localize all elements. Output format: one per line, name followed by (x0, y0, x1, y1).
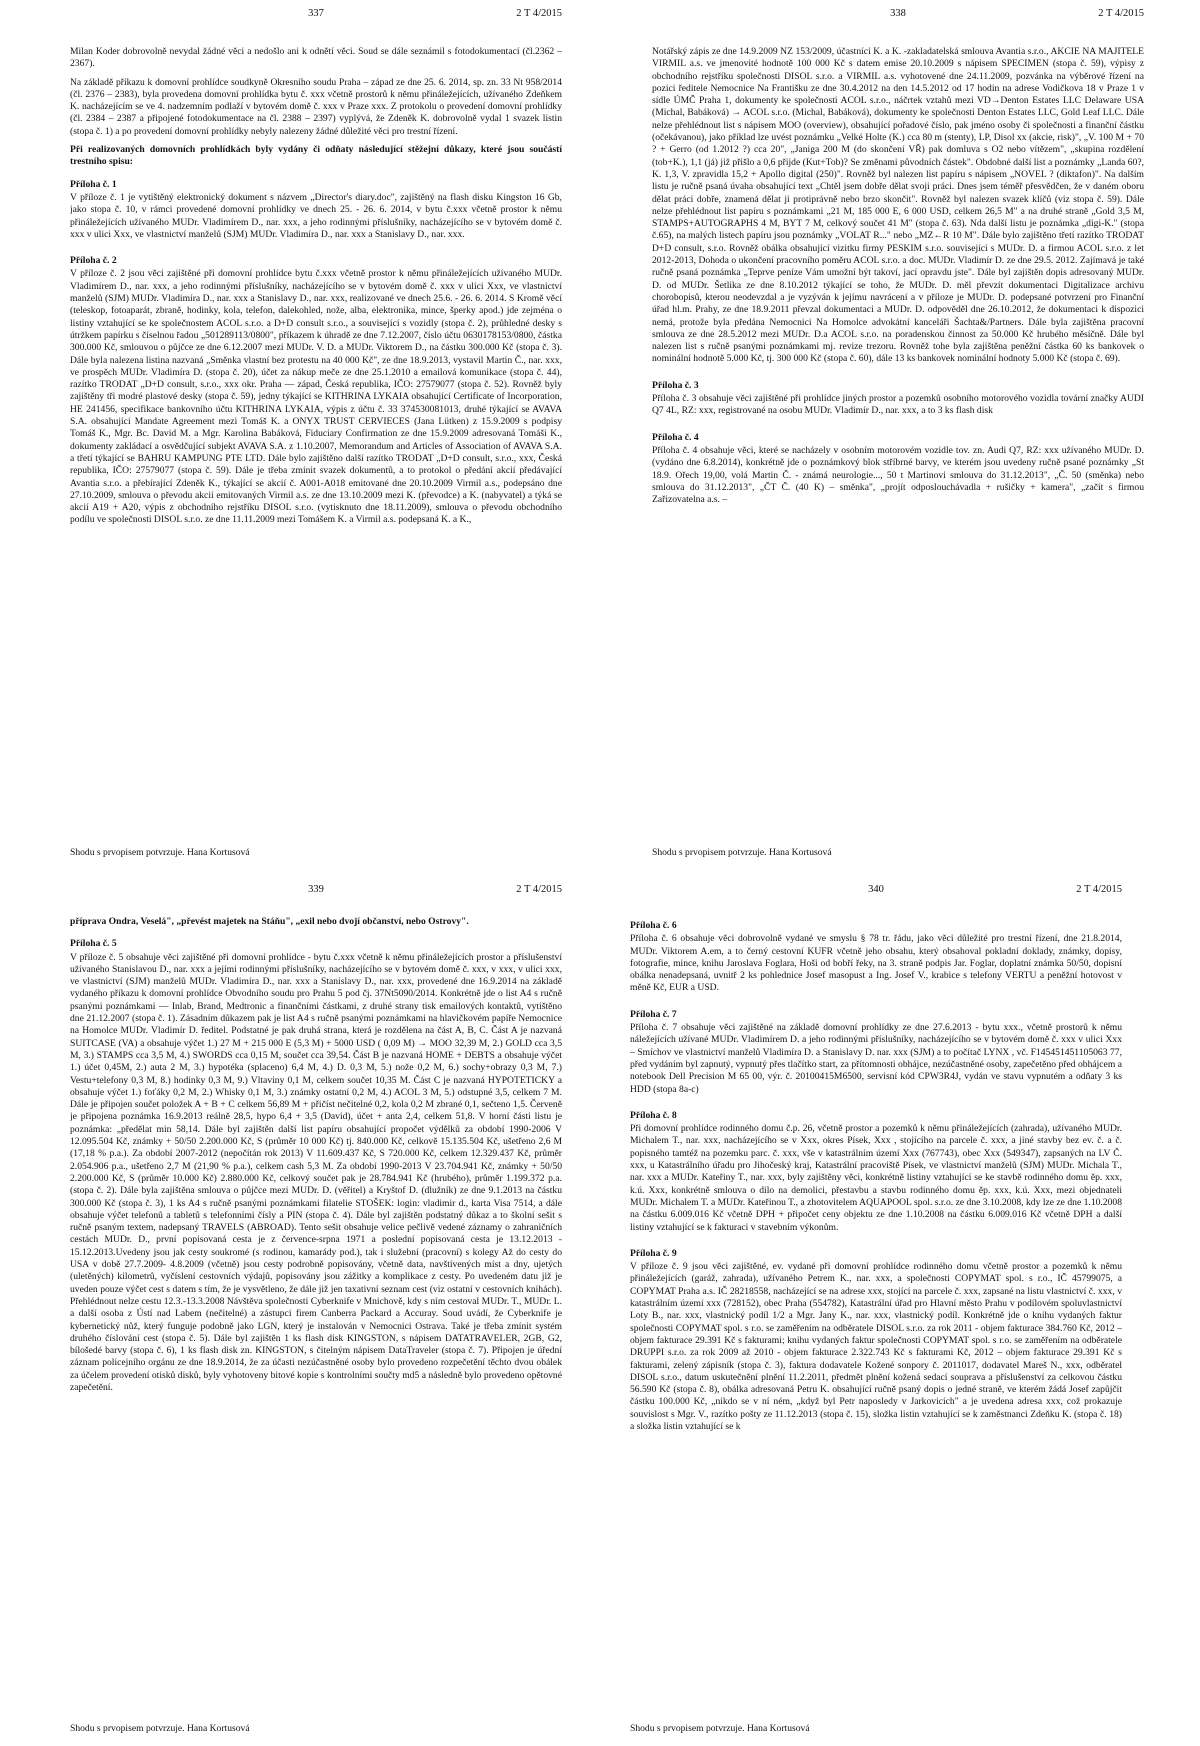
section-heading: Příloha č. 1 (70, 178, 117, 190)
paragraph: Notářský zápis ze dne 14.9.2009 NZ 153/2009, účastníci K. a K. -zakladatelská smlouva Avantia s.r.o., AKCIE NA MAJITELE VIRMIL a.s. ve jmenovité hodnotě 100 000 Kč s datem emise 20.10.2009 s nápisem SPECIMEN (stopa č. 59), výpisy z obchodního rejstříku společnosti DISOL s.r.o. a VIRMIL a.s. vyhotovené dne 24.11.2009, pozvánka na výběrové řízení na pozici ředitele Nemocnice Na Františku ze dne 30.4.2012 na den 14.5.2012 od 17 hodin na adrese Vodičkova 18 v Praze 1 v sídle ÚMČ Praha 1, dokumenty ke společnosti ACOL s.r.o., náčrtek vztahů mezi VD→Denton Estates LLC Delaware USA (Michal, Babáková) → ACOL s.r.o. (Michal, Babáková), dokumenty ke společnosti Denton Estates LLC, Gold Leaf LLC. Dále nelze přehlédnout list s nápisem MOO (overview), obsahující pořadové číslo, pak jméno osoby či společnosti a finanční částku (očekávanou), jako příklad lze uvést poznámku „Velké Holte (K.) cca 80 m (stenty), LP, Disol xx (akcie, risk)", „V. 100 M + 70 ? + Gerro (od 1.2012 ?) cca 20", „Janiga 200 M (do skončení VŘ) pak domluva s O2 nebo vítězem", „skupina rozdělení (tob+K.), 1,1 (já) již přišlo a 0,6 přijde (Kut+Tob)? Se změnami původních částek". Obdobné další list a poznámky „Landa 60?, K. 1,3, V. zpravidla 15,2 + Apollo digital (250)". Rovněž byl nalezen list papíru s nápisem „NOVEL ? (diktafon)". Na dalším listu je ručně psaná úvaha obsahující text „Chtěl jsem dobře dělat svoji práci. Dnes jsem téměř přesvědčen, že v daném oboru dělat práci dobře, znamená dělat ji protiprávně nebo brzo skončit". Rovněž byl nalezen svazek klíčů (viz stopa č. 59). Dále nelze přehlédnout list papíru s poznámkami „21 M, 185 000 E, 6 000 USD, celkem 26,5 M" a na druhé straně „Gold 3,5 M, STAMPS+AUTOGRAPHS 4 M, BYT 7 M, celkový součet 41 M" (stopa č. 63). Nda další listu je poznámka „digi-K." (stopa č.65), na malých listech papíru jsou poznámky „VOLAT R..." nebo „MZ←R 10 M". Dále bylo zajištěno třetí razítko TRODAT D+D consult, s.r.o. Rovněž obálka obsahující vizitku firmy PESKIM s.r.o. související s MUDr. D. a firmou ACOL s.r.o. z let 2012-2013, Dohoda o ukončení pracovního poměru ACOL s.r.o. a doc. MUDr. Vladimír D. ze dne 29.5. 2012. Zajímavá je také ručně psaná poznámka „Teprve peníze Vám umožní být takoví, jací opravdu jste". Dále byl zajištěn dopis adresovaný MUDr. D. od MUDr. Šetlika ze dne 8.10.2012 týkající se toho, že MUDr. D. měl převzít dokumentaci Digitalizace archivu chorobopisů, kterou neodevzdal a je vyzýván k jejímu navrácení a v příloze je MUDr. D. podepsané potvrzení pro Finanční úřad hl.m. Prahy, ze dne 18.9.2011 převzal dokumentaci a MUDr. D. odpověděl dne 26.10.2012, že dokumentaci k dispozici nemá, protože byla předána Nemocnici Na Homolce advokátní kanceláři Šachta&/Partners. Dále byla zajištěna pracovní smlouva ze dne 28.5.2012 mezi MUDr. D.a ACOL s.r.o. na poradenskou činnost za 50.000 Kč hrubého měsíčně. Dále byl nalezen list s ručně psanými poznámkami mj. revize trezoru. Rovněž tohe byla zajištěna peněžní částka 60 ks bankovek o nominální hodnotě 5.000 Kč, tj. 300 000 Kč (stopa č. 60), dále 13 ks bankovek nominální hodnoty 5.000 Kč (stopa č. 69). (652, 46, 1144, 365)
paragraph: V příloze č. 9 jsou věci zajištěné, ev. vydané při domovní prohlídce rodinného domu včetně prostor a pozemků k němu přináležejících (garáž, zahrada), užívaného Petrem K., nar. xxx, a společnosti COPYMAT spol. s r.o., IČ 45799075, a COPYMAT Praha a.s. IČ 28218558, nacházející se na adrese xxx, stojící na parcele č. xxx, zapsané na listu vlastnictví č. xxx, v katastrálním území xxx (728152), obec Praha (554782), Katastrální úřad pro Hlavní město Prahu v podílovém spoluvlastnictví Loty B., nar. xxx, vlastnický podíl 1/2 a Mgr. Jany K., nar. xxx, vlastnický podíl. Konkrétně jde o knihu vydaných faktur společnosti COPYMAT spol. s r.o. se zaměřením na odběratele DISOL s.r.o. za rok 2011 - objem fakturace 384.760 Kč, 2012 – objem fakturace 29.391 Kč s fakturami; knihu vydaných faktur společnosti COPYMAT spol. s r.o. se zaměřením na odběratele DRUPPI s.r.o. za rok 2009 až 2010 - objem fakturace 2.322.743 Kč s fakturami Kč, 2012 – objem fakturace 29.391 Kč s fakturami, zelený zápisník (stopa č. 3), faktura dodavatele Kožené sonpory č. 2011017, dodavatel Mareš N., xxx, odběratel DISOL s.r.o., datum uskutečnění plnění 11.2.2011, předmět plnění kožená sedací souprava a příslušenství za celkovou částku 56.590 Kč (stopa č. 8), obálka adresovaná Petru K. obsahující ručně psaný dopis o jedné straně, ve kterém žádá Josef zapůjčit částku 100.000 Kč, „nikdo se v ní ném, „když byl Petr naposledy v Jarkovicích" a je uvedena adresa xxx, což prokazuje souvislost s Mgr. V., razítko pošty ze 11.12.2013 (stopa č. 15), složka listin vztahující se k zaměstnanci Zdeňku K. (stopa č. 18) a složka listin vztahující se k (630, 1261, 1122, 1432)
page-footer: Shodu s prvopisem potvrzuje. Hana Kortusová (70, 1723, 250, 1734)
page-339 (70, 884, 562, 1746)
page-footer: Shodu s prvopisem potvrzuje. Hana Kortusová (652, 847, 832, 858)
paragraph: příprava Ondra, Veselá", „převést majetek na Stáňu", „exil nebo dvojí občanství, nebo Ostrovy". (70, 916, 469, 927)
paragraph: V příloze č. 2 jsou věci zajištěné při domovní prohlídce bytu č.xxx včetně prostor k němu přináležejících užívaného MUDr. Vladimírem D., nar. xxx, a jeho rodinnými příslušníky, nacházejícího se v bytovém domě č. xxx v ulici Xxx, ve vlastnictví manželů (SJM) MUDr. Vladimíra D., nar. xxx a Stanislavy D., nar. xxx, realizované ve dnech 25.6. - 26. 6. 2014. S Kromě věcí (teleskop, fotoaparát, zbraně, hodinky, kola, telefon, dalekohled, nože, alba, elektronika, mince, šperky apod.) jde zejména o listiny vztahující se ke společnostem ACOL s.r.o. a D+D consult s.r.o., a související s vozidly (stopa č. 2), průhledné desky s útržkem papírku s číselnou řadou „501289113/0800", příkazem k úhradě ze dne 7.12.2007, číslo účtu 0630178153/0800, částka 300.000 Kč, smlouvou o půjčce ze dne 6.12.2007 mezi MUDr. V. D. a MUDr. Viktorem D., na částku 300.000 Kč (stopa č. 3). Dále byla nalezena listina nazvaná „Směnka vlastní bez protestu na 40 000 Kč", ze dne 18.9.2013, vystavil Martin Č., nar. xxx, ve prospěch MUDr. Vladimíra D. (stopa č. 20), účet za nákup meče ze dne 25.1.2010 a emailová komunikace (stopa č. 44), razítko TRODAT „D+D consult, s.r.o., xxx okr. Praha — západ, Česká republika, IČO: 27579077 (stopa č. 52). Rovněž byly zajištěny tři modré plastové desky (stopa č. 59), jedny týkající se KITHRINA LYKAIA obsahující Certificate of Incorporation, HE 241456, specifikace bankovního účtu KITHRINA LYKAIA, výpis z účtu č. 33 374530081013, druhé týkající se AVAVA S.A. obsahující Mandate Agreement mezi Tomáš K. a ONYX TRUST CERVIECES (Jana Lütken) z 15.9.2009 s podpisy Tomáš K., Mgr. Bc. David M. a Mgr. Karolina Babáková, Fiduciary Confirmation ze dne 15.9.2009 adresovaná Tomáši K., dokumenty zakládací a osvědčující subjekt AVAVA S.A. z 1.10.2007, Memorandum and Articles of Association of AVAVA S.A. a třetí týkající se BAHRU KAMPUNG PTE LTD. Dále bylo zajištěno další razítko TRODAT „D+D consult, s.r.o., xxx, Česká republika, IČO: 27579077 (stopa č. 59). Dále je třeba zmínit svazek dokumentů, a to protokol o předání akcií předávající Avantia s.r.o. a přebírající Zdeněk K., týkající se akcií č. A001-A018 emitované dne 20.10.2009 Virmil a.s., podepsáno dne 27.10.2009, smlouva o převodu akcií emitovaných Virmil a.s. ze dne 13.10.2009 mezi K. (převodce) a K. (nabyvatel) a týká se akcií A19 + A20, výpis z obchodního rejstříku DISOL s.r.o. (vytisknuto dne 18.11.2009), smlouva o převodu obchodního podílu ve společnosti DISOL s.r.o. ze dne 11.11.2009 mezi Tomášem K. a Virmil a.s. podepsaná K. a K., (70, 268, 562, 526)
case-number: 2 T 4/2015 (1098, 8, 1144, 19)
page-header (70, 8, 562, 24)
section-heading: Příloha č. 6 (630, 920, 677, 931)
page-number: 339 (308, 884, 324, 895)
page-number: 340 (868, 884, 884, 895)
section-heading: Příloha č. 5 (70, 938, 117, 950)
section-heading: Příloha č. 2 (70, 255, 117, 267)
paragraph: Milan Koder dobrovolně nevydal žádné věci a nedošlo ani k odnětí věci. Soud se dále seznámil s fotodokumentací (čl.2362 – 2367). (70, 46, 562, 70)
page-footer: Shodu s prvopisem potvrzuje. Hana Kortusová (630, 1723, 810, 1734)
section-intro: Při realizovaných domovních prohlídkách byly vydány či odňaty následující stěžejní důkazy, které jsou součástí trestního spisu: (70, 144, 562, 168)
paragraph: Příloha č. 3 obsahuje věci zajištěné při prohlídce jiných prostor a pozemků osobního motorového vozidla tovární značky AUDI Q7 4L, RZ: xxx, registrované na osobu MUDr. Vladimír D., nar. xxx, a to 3 ks flash disk (652, 393, 1144, 417)
page-340 (630, 884, 1122, 1746)
page-header (70, 884, 562, 900)
case-number: 2 T 4/2015 (516, 884, 562, 895)
page-body (70, 916, 562, 1712)
paragraph: V příloze č. 5 obsahuje věci zajištěné při domovní prohlídce - bytu č.xxx včetně k němu přináležejících prostor a příslušenství užívaného Stanislavou D., nar. xxx a jejími rodinnými příslušníky, nacházejícího se v bytovém domě č. xxx, v xxx, v ulici xxx, ve vlastnictví (SJM) manželů MUDr. Vladimíra D., nar. xxx a Stanislavy D., nar. xxx, provedené dne 16.9.2014 na základě vydaného příkazu k domovní prohlídce Obvodního soudu pro Prahu 5 pod čj. 37Nt5090/2014. Konkrétně jde o list A4 s ručně psanými poznámkami — Inlab, Brand, Medtronic a finančními částkami, z druhé strany tisk emailových kontaktů, vytištěno dne 21.12.2007 (stopa č. 1). Zásadním důkazem pak je list A4 s ručně psanými poznámkami na hlavičkovém papíře Nemocnice na Homolce MUDr. Vladimír D. ředitel. Podstatné je pak druhá strana, která je rozdělena na část A, B, C. Část A je nazvaná SUITCASE (VA) a obsahuje výčet 1.) 27 M + 215 000 E (5,3 M) + 5000 USD ( 0,09 M) → MOO 32,39 M, 2.) GOLD cca 3,5 M, 3.) STAMPS cca 3,5 M, 4.) SWORDS cca 0,15 M, součet cca 39,54. Část B je nazvaná HOME + DEBTS a obsahuje výčet 1.) účet 0,45M, 2.) auta 2 M, 3.) hypotéka (splaceno) 6,4 M, 4.) D. 0,3 M, 5.) nože 0,2 M, 6.) sochy+obrazy 0,3 M, 7.) Vestu+telefony 0,3 M, 8.) hodinky 0,3 M, 9.) Vltaviny 0,1 M, celkem součet 10,35 M. Část C je nazvaná HYPOTETICKY a obsahuje výčet 1.) foťáky 0,2 M, 2.) Whisky 0,1 M, 3.) známky ostatní 0,2 M, 4.) ACOL 3 M, 5.) odstupné 3,5, celkem 7 M. Dále je připojen součet položek A + B + C celkem 56,89 M + přičíst nečitelné 0,2, kola 0,2 M zbrané 0,1, sečteno 1,5. Červeně je připojena poznámka 16.9.2013 reálně 28,5, hypo 6,4 + 3,5 (David), účet + anta 2,4, celkem 51,8. V horní části listu je poznámka: „předělat min 58,14. Dále byl zajištěn další list papíru obsahující propočet výdělků za období 1990-2006 V 12.095.504 Kč, známky + 50/50 2.200.000 Kč, S (průměr 10 000 Kč) tj. 840.000 Kč, celkově 15.135.504 Kč, ušetřeno 2,6 M (17,18 % p.a.). Za období 2007-2012 (nepočítán rok 2013) V 11.609.437 Kč, S 720.000 Kč, celkem 12.329.437 Kč, průměr 2.054.906 p.a., ušetřeno 2,7 M (21,90 % p.a.), celkem cash 5,3 M. Za období 1990-2013 V 23.704.941 Kč, známky + 50/50 2.200.000 Kč, S (průměr 10.000 Kč) 2.880.000 Kč, celkový součet pak je 28.784.941 Kč (hrubého), průměr 1.199.372 p.a. (stopa č. 2). Dále byla zajištěna smlouva o půjčce mezi MUDr. D. (věřitel) a Kryštof D. (dlužník) ze dne 9.1.2013 na částku 300.000 Kč (stopa č. 3), 1 ks A4 s ručně psanými poznámkami filatelie STOŠEK: login: vladimir d., karta Visa 7514, a dále obsahuje výčet telefonů a tabletů s telefonními čísly a PIN (stopa č. 4). Dále byl zajištěn podstatný důkaz a to školní sešit s ručně psaným textem, nadepsaný TRAVELS (ABROAD). Tento sešit obsahuje velice pečlivě vedené záznamy o zahraničních cestách MUDr. D., první popisovaná cesta je z července-srpna 1971 a poslední popisovaná cesta je 13.12.2013 - 15.12.2013.Uvedeny jsou jak cesty soukromé (s rodinou, kamarády pod.), tak i služební (pracovní) s kolegy Až do cesty do USA v době 27.7.2009- 4.8.2009 (včetně) jsou cesty podrobně popisovány, včetně data, navštívených míst a dny, ujetých (uletěných) kilometrů, vyčíslení cestovních výdajů, popisovány jsou zážitky a komplikace z cesty. Po uvedeném datu již je uveden pouze výčet cest s datem s tím, že je vysvětleno, že dále již jen taxativní seznam cest (viz ostatní v cestovních knihách). Přehlédnout nelze cestu 12.3.-13.3.2008 Návštěva společnosti Cyberknife v Mnichově, kdy s ním cestoval MUDr. T., MUDr. L. a další osoba z Ústí nad Labem (nečitelné) a zástupci firem Canberra Packard a Accuray. Soud uvádí, že Cyberknife je kybernetický nůž, který funguje podobně jako LGN, který je instalován v Nemocnici Ostrava. Také je třeba zmínit systém druhého číslování cest (stopa č. 5). Dále byl zajištěn 1 ks flash disk KINGSTON, s nápisem DATATRAVELER, 2GB, G2, bílošedé barvy (stopa č. 6), 1 ks flash disk zn. KINGSTON, s čitelným nápisem DataTraveler (stopa č. 7). Připojen je úřední záznam policejního orgánu ze dne 18.9.2014, že za účasti nezúčastněné osoby bylo provedeno rozpečetění těchto dvou obálek za účelem provedení otisků disků, byly vyhotoveny bitové kopie s kontrolními součty md5 a následně bylo provedeno opětovné zapečetění. (70, 951, 562, 1393)
page-337 (70, 8, 562, 870)
paragraph: Příloha č. 6 obsahuje věci dobrovolně vydané ve smyslu § 78 tr. řádu, jako věci důležité pro trestní řízení, dne 21.8.2014, MUDr. Viktorem A.em, a to černý cestovní KUFR včetně jeho obsahu, který obsahoval pokladní doklady, známky, dopisy, fotografie, mince, knihu Jaroslava Foglara, Hoši od bobří řeky, na 3. straně podpis Jar. Foglar, doplatní známka 50/50, dopisní obálka nenadepsaná, uvnitř 2 ks pohlednice Josef masopust a Ing. Josef V., krabice s telefony VERTU a peněžní hotovost v měně Kč, EUR a USD. (630, 933, 1122, 994)
paragraph: V příloze č. 1 je vytištěný elektronický dokument s názvem „Director's diary.doc", zajištěný na flash disku Kingston 16 Gb, jako stopa č. 10, v rámci provedené domovní prohlídky ve dnech 25. - 26. 6. 2014, v bytu č.xxx včetně prostor k němu přináležejících užívaného MUDr. Vladimírem D., nar. xxx, a jeho rodinnými příslušníky, nacházejícího se v bytovém domě č. xxx v ulici Xxx, ve vlastnictví manželů (SJM) MUDr. Vladimíra D., nar. xxx a Stanislavy D., nar. xxx. (70, 191, 562, 240)
page-header (630, 884, 1122, 900)
section-heading: Příloha č. 7 (630, 1008, 677, 1020)
page-number: 338 (890, 8, 906, 19)
case-number: 2 T 4/2015 (516, 8, 562, 19)
page-header (652, 8, 1144, 24)
section-heading: Příloha č. 9 (630, 1247, 677, 1259)
section-heading: Příloha č. 3 (652, 379, 699, 391)
page-body (652, 46, 1144, 836)
case-number: 2 T 4/2015 (1076, 884, 1122, 895)
page-number: 337 (308, 8, 324, 19)
page-footer: Shodu s prvopisem potvrzuje. Hana Kortusová (70, 847, 250, 858)
paragraph: Na základě příkazu k domovní prohlídce soudkyně Okresního soudu Praha – západ ze dne 25. 6. 2014, sp. zn. 33 Nt 958/2014 (čl. 2376 – 2383), byla provedena domovní prohlídka bytu č. xxx včetně prostorů k němu přináležejících, užívaného Zdeňkem K. nacházejícím se ve 4. nadzemním podlaží v bytovém domě č. xxx v Praze xxx. Z protokolu o provedení domovní prohlídky (čl. 2384 – 2387 a připojené fotodokumentace na čl. 2388 – 2397) vyplývá, že Zdeněk K. dobrovolně vydal 1 svazek listin (stopa č. 1) a po provedení domovní prohlídky nebyly nalezeny žádné důležité věci pro trestní řízení. (70, 76, 562, 137)
section-heading: Příloha č. 4 (652, 431, 699, 443)
paragraph: Při domovní prohlídce rodinného domu č.p. 26, včetně prostor a pozemků k němu přináležejících (zahrada), užívaného MUDr. Michalem T., nar. xxx, nacházejícího se v Xxx, okres Písek, Xxx , stojícího na parcele č. xxx, a jiné stavby bez ev. č. a č. popisného tamtéž na pozemku parc. č. xxx, vše v katastrálním území Xxx (767743), obec Xxx (549347), zapsaných na LV Č. xxx, u Katastrálního úřadu pro Jihočeský kraj, Katastrální pracoviště Písek, ve vlastnictví manželů (SJM) MUDr. Michala T., nar. xxx a MUDr. Kateřiny T., nar. xxx, byly zajištěny věci, konkrétně listiny vztahující se ke stavbě rodinného domu ěp. xxx, k.ú. Xxx, konkrétně smlouva o dílo na demolici, přestavbu a stavbu rodinného domu ěp. xxx, k.ú. Xxx, mezi objednateli MUDr. Michalem T. a MUDr. Kateřinou T., a zhotovitelem AQUAPOOL spol. s.r.o. ze dne 3.10.2008, kdy lze ze dne 1.10.2008 na částku 6.009.016 Kč včetně DPH + připočet ceny objektu ze dne 1.10.2008 na částku 6.009.016 Kč včetně DPH a další listiny vztahující se k fakturaci v stavebním výkonům. (630, 1123, 1122, 1233)
page-body (630, 916, 1122, 1712)
page-body (70, 46, 562, 836)
paragraph: Příloha č. 7 obsahuje věci zajištěné na základě domovní prohlídky ze dne 27.6.2013 - bytu xxx., včetně prostorů k němu náležejících užívané MUDr. Vladimírem D. a jeho rodinnými příslušníky, nacházejícího se v bytovém domě č. xxx v ulici Xxx – Smíchov ve vlastnictví manželů Vladimíra D. a Stanislavy D. nar. xxx (SJM) a to počítač LYNX , vč. F145451451105063 77, před vydáním byl zapnutý, vypnutý přes tlačítko start, za přítomnosti obhájce, nezúčastněné osoby, zapečetěno před obhájcem a notebook Dell Precision M 65 00, výr. č. 20100415M6500, servisní kód CPW3R4J, vydán ve stavu vypnutém a odňaty 3 ks HDD (stopa 8a-c) (630, 1022, 1122, 1095)
paragraph: Příloha č. 4 obsahuje věci, které se nacházely v osobním motorovém vozidle tov. zn. Audi Q7, RZ: xxx užívaného MUDr. D. (vydáno dne 6.8.2014), konkrétně jde o poznámkový blok stříbrné barvy, ve kterém jsou uvedeny ručně psané poznámky „St 18.9. Ořech 19,00, volá Martin Č. - známá neurologie..., 50 t Martinovi smlouva do 31.12.2013", „Č. 50 (směnka) nebo smlouva do 31.12.2013", „ČT Č. (40 K) – směnka", „projít odposlouchávadla + rušičky + kamera", „začít s firmou Zařizovatelna a.s. – (652, 444, 1144, 506)
page-338 (652, 8, 1144, 870)
section-heading: Příloha č. 8 (630, 1109, 677, 1121)
